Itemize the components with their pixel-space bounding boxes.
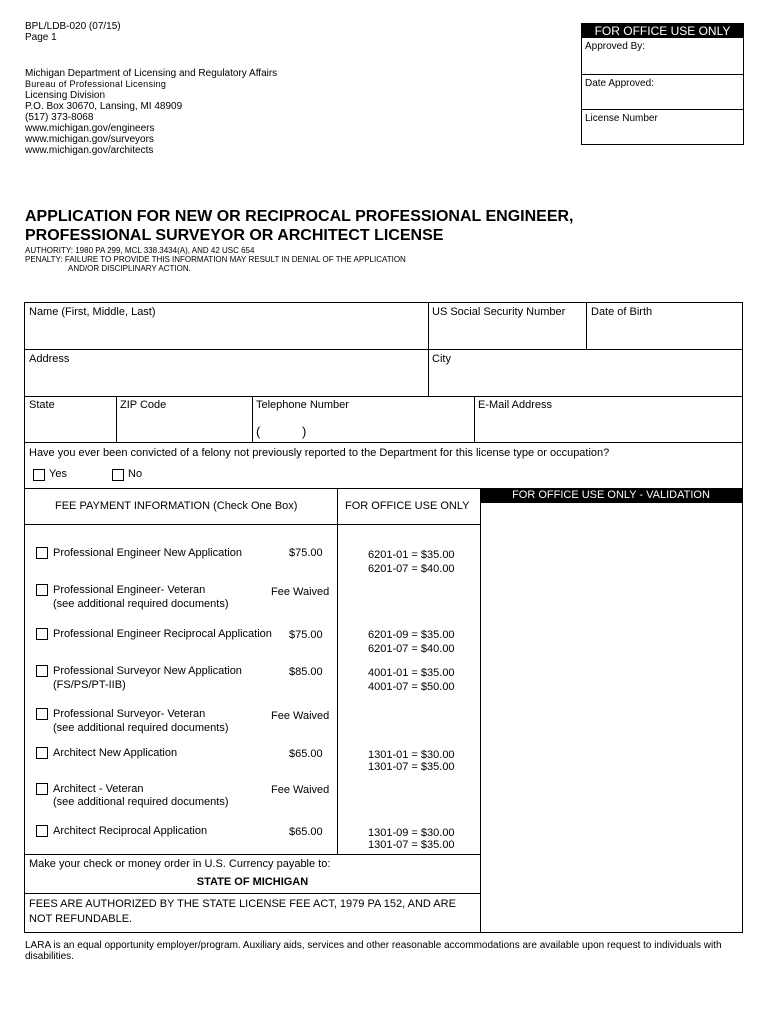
fee-code: 4001-07 = $50.00 [368, 681, 455, 693]
divider [25, 524, 480, 525]
footer-notice [25, 940, 722, 962]
date-approved-label: Date Approved: [585, 78, 654, 89]
fee-amount: Fee Waived [271, 586, 330, 598]
fee-code: 6201-07 = $40.00 [368, 563, 455, 575]
fees-note: FEES ARE AUTHORIZED BY THE STATE LICENSE FEE ACT, 1979 PA 152, AND ARE [29, 898, 456, 910]
office-use-box [581, 23, 744, 145]
fee-code: 4001-01 = $35.00 [368, 667, 455, 679]
pe-reciprocal-checkbox[interactable] [36, 628, 48, 640]
name-field[interactable] [29, 306, 156, 319]
felony-no-label: No [128, 468, 143, 480]
fee-amount: $75.00 [289, 629, 323, 641]
dob-field[interactable] [591, 306, 652, 319]
form-header [25, 21, 121, 43]
penalty-text-cont: AND/OR DISCIPLINARY ACTION. [68, 264, 191, 273]
penalty-text: PENALTY: FAILURE TO PROVIDE THIS INFORMATION MAY RESULT IN DENIAL OF THE APPLICATION [25, 255, 406, 264]
ssn-label: US Social Security Number [432, 306, 566, 318]
website-link[interactable]: www.michigan.gov/architects [25, 145, 154, 156]
fee-amount: $75.00 [289, 547, 323, 559]
office-use-title: FOR OFFICE USE ONLY [582, 24, 743, 38]
divider [474, 396, 475, 442]
approved-by-label: Approved By: [585, 41, 646, 52]
address-label: Address [29, 353, 70, 365]
divider [25, 893, 480, 894]
telephone-label: Telephone Number [256, 399, 349, 411]
website-link[interactable]: www.michigan.gov/surveyors [25, 134, 154, 145]
area-code-close: ) [302, 424, 307, 439]
ssn-field[interactable] [432, 306, 565, 319]
divider [428, 303, 429, 396]
validation-header: FOR OFFICE USE ONLY - VALIDATION [480, 488, 742, 503]
arch-veteran-checkbox[interactable] [36, 783, 48, 795]
agency-name: Michigan Department of Licensing and Regulatory Affairs [25, 68, 278, 79]
fee-item-label: Architect - Veteran [53, 783, 144, 795]
website-link[interactable]: www.michigan.gov/engineers [25, 123, 155, 134]
email-field[interactable] [478, 399, 552, 412]
fee-code: 6201-07 = $40.00 [368, 643, 455, 655]
form-id: BPL/LDB-020 (07/15) [25, 21, 121, 32]
fee-item-label: Professional Surveyor- Veteran [53, 708, 206, 720]
ps-veteran-checkbox[interactable] [36, 708, 48, 720]
fee-item-sub: (see additional required documents) [53, 598, 229, 610]
title-line-2: PROFESSIONAL SURVEYOR OR ARCHITECT LICENSE [25, 227, 444, 244]
fee-item-label: Professional Engineer New Application [53, 547, 242, 559]
dob-label: Date of Birth [591, 306, 653, 318]
page-number: Page 1 [25, 32, 57, 43]
state-field[interactable] [29, 399, 55, 412]
pe-new-checkbox[interactable] [36, 547, 48, 559]
fee-item-label: Architect Reciprocal Application [53, 825, 208, 837]
authority-text: AUTHORITY: 1980 PA 299, MCL 338.3434(A), AND 42 USC 654 [25, 246, 255, 255]
email-label: E-Mail Address [478, 399, 552, 411]
divider [25, 396, 742, 397]
felony-yes-checkbox[interactable] [33, 469, 45, 481]
divider [116, 396, 117, 442]
name-label: Name (First, Middle, Last) [29, 306, 156, 318]
fee-code: 6201-09 = $35.00 [368, 629, 455, 641]
divider [252, 396, 253, 442]
agency-phone: (517) 373-8068 [25, 112, 94, 123]
fee-amount: $65.00 [289, 826, 323, 838]
city-label: City [432, 353, 451, 365]
fee-amount: Fee Waived [271, 710, 330, 722]
fee-item-sub: (see additional required documents) [53, 722, 229, 734]
fee-code: 1301-07 = $35.00 [368, 839, 455, 851]
fee-item-sub: (FS/PS/PT-IIB) [53, 679, 126, 691]
arch-new-checkbox[interactable] [36, 747, 48, 759]
fee-amount: $85.00 [289, 666, 323, 678]
bureau-name: Bureau of Professional Licensing [25, 79, 167, 89]
mailing-address: P.O. Box 30670, Lansing, MI 48909 [25, 101, 183, 112]
fee-code: 1301-09 = $30.00 [368, 827, 455, 839]
page-title [25, 207, 573, 245]
ps-new-checkbox[interactable] [36, 665, 48, 677]
zip-label: ZIP Code [120, 399, 167, 411]
address-field[interactable] [29, 353, 69, 366]
zip-field[interactable] [120, 399, 166, 412]
fee-item-label: Architect New Application [53, 747, 178, 759]
pe-veteran-checkbox[interactable] [36, 584, 48, 596]
divider [337, 488, 338, 854]
fee-amount: $65.00 [289, 748, 323, 760]
fee-payment-header: FEE PAYMENT INFORMATION (Check One Box) [55, 500, 298, 512]
agency-block [25, 68, 277, 156]
authority-block [25, 246, 406, 273]
fee-item-sub: (see additional required documents) [53, 796, 229, 808]
title-line-1: APPLICATION FOR NEW OR RECIPROCAL PROFESSIONAL ENGINEER, [25, 208, 574, 225]
divider [480, 488, 481, 932]
division-name: Licensing Division [25, 90, 106, 101]
felony-yes-label: Yes [49, 468, 67, 480]
divider [25, 349, 742, 350]
date-approved-field[interactable] [582, 74, 743, 109]
felony-question: Have you ever been convicted of a felony not previously reported to the Department for this license type or occupation? [29, 447, 610, 459]
application-form [24, 302, 743, 933]
fee-code: 6201-01 = $35.00 [368, 549, 455, 561]
fee-code: 1301-01 = $30.00 [368, 749, 455, 761]
state-label: State [29, 399, 55, 411]
footer-line: LARA is an equal opportunity employer/program. Auxiliary aids, services and other reasonable accommodations are available upon request to individuals with [25, 940, 722, 951]
area-code-open: ( [256, 424, 261, 439]
fee-item-label: Professional Engineer- Veteran [53, 584, 206, 596]
payable-text: Make your check or money order in U.S. Currency payable to: [29, 858, 331, 870]
telephone-field[interactable] [256, 399, 349, 412]
divider [25, 442, 742, 443]
fee-item-label: Professional Engineer Reciprocal Application [53, 628, 272, 640]
license-number-field[interactable] [582, 109, 743, 144]
approved-by-field[interactable] [582, 38, 743, 74]
fee-amount: Fee Waived [271, 784, 330, 796]
fee-code: 1301-07 = $35.00 [368, 761, 455, 773]
payee-name: STATE OF MICHIGAN [196, 876, 309, 888]
fees-note-cont: NOT REFUNDABLE. [29, 913, 133, 925]
footer-line: disabilities. [25, 951, 74, 962]
license-number-label: License Number [585, 113, 658, 124]
divider [586, 303, 587, 349]
felony-no-checkbox[interactable] [112, 469, 124, 481]
divider [25, 854, 480, 855]
arch-reciprocal-checkbox[interactable] [36, 825, 48, 837]
fee-office-header: FOR OFFICE USE ONLY [345, 500, 470, 512]
fee-item-label: Professional Surveyor New Application [53, 665, 242, 677]
city-field[interactable] [432, 353, 451, 366]
